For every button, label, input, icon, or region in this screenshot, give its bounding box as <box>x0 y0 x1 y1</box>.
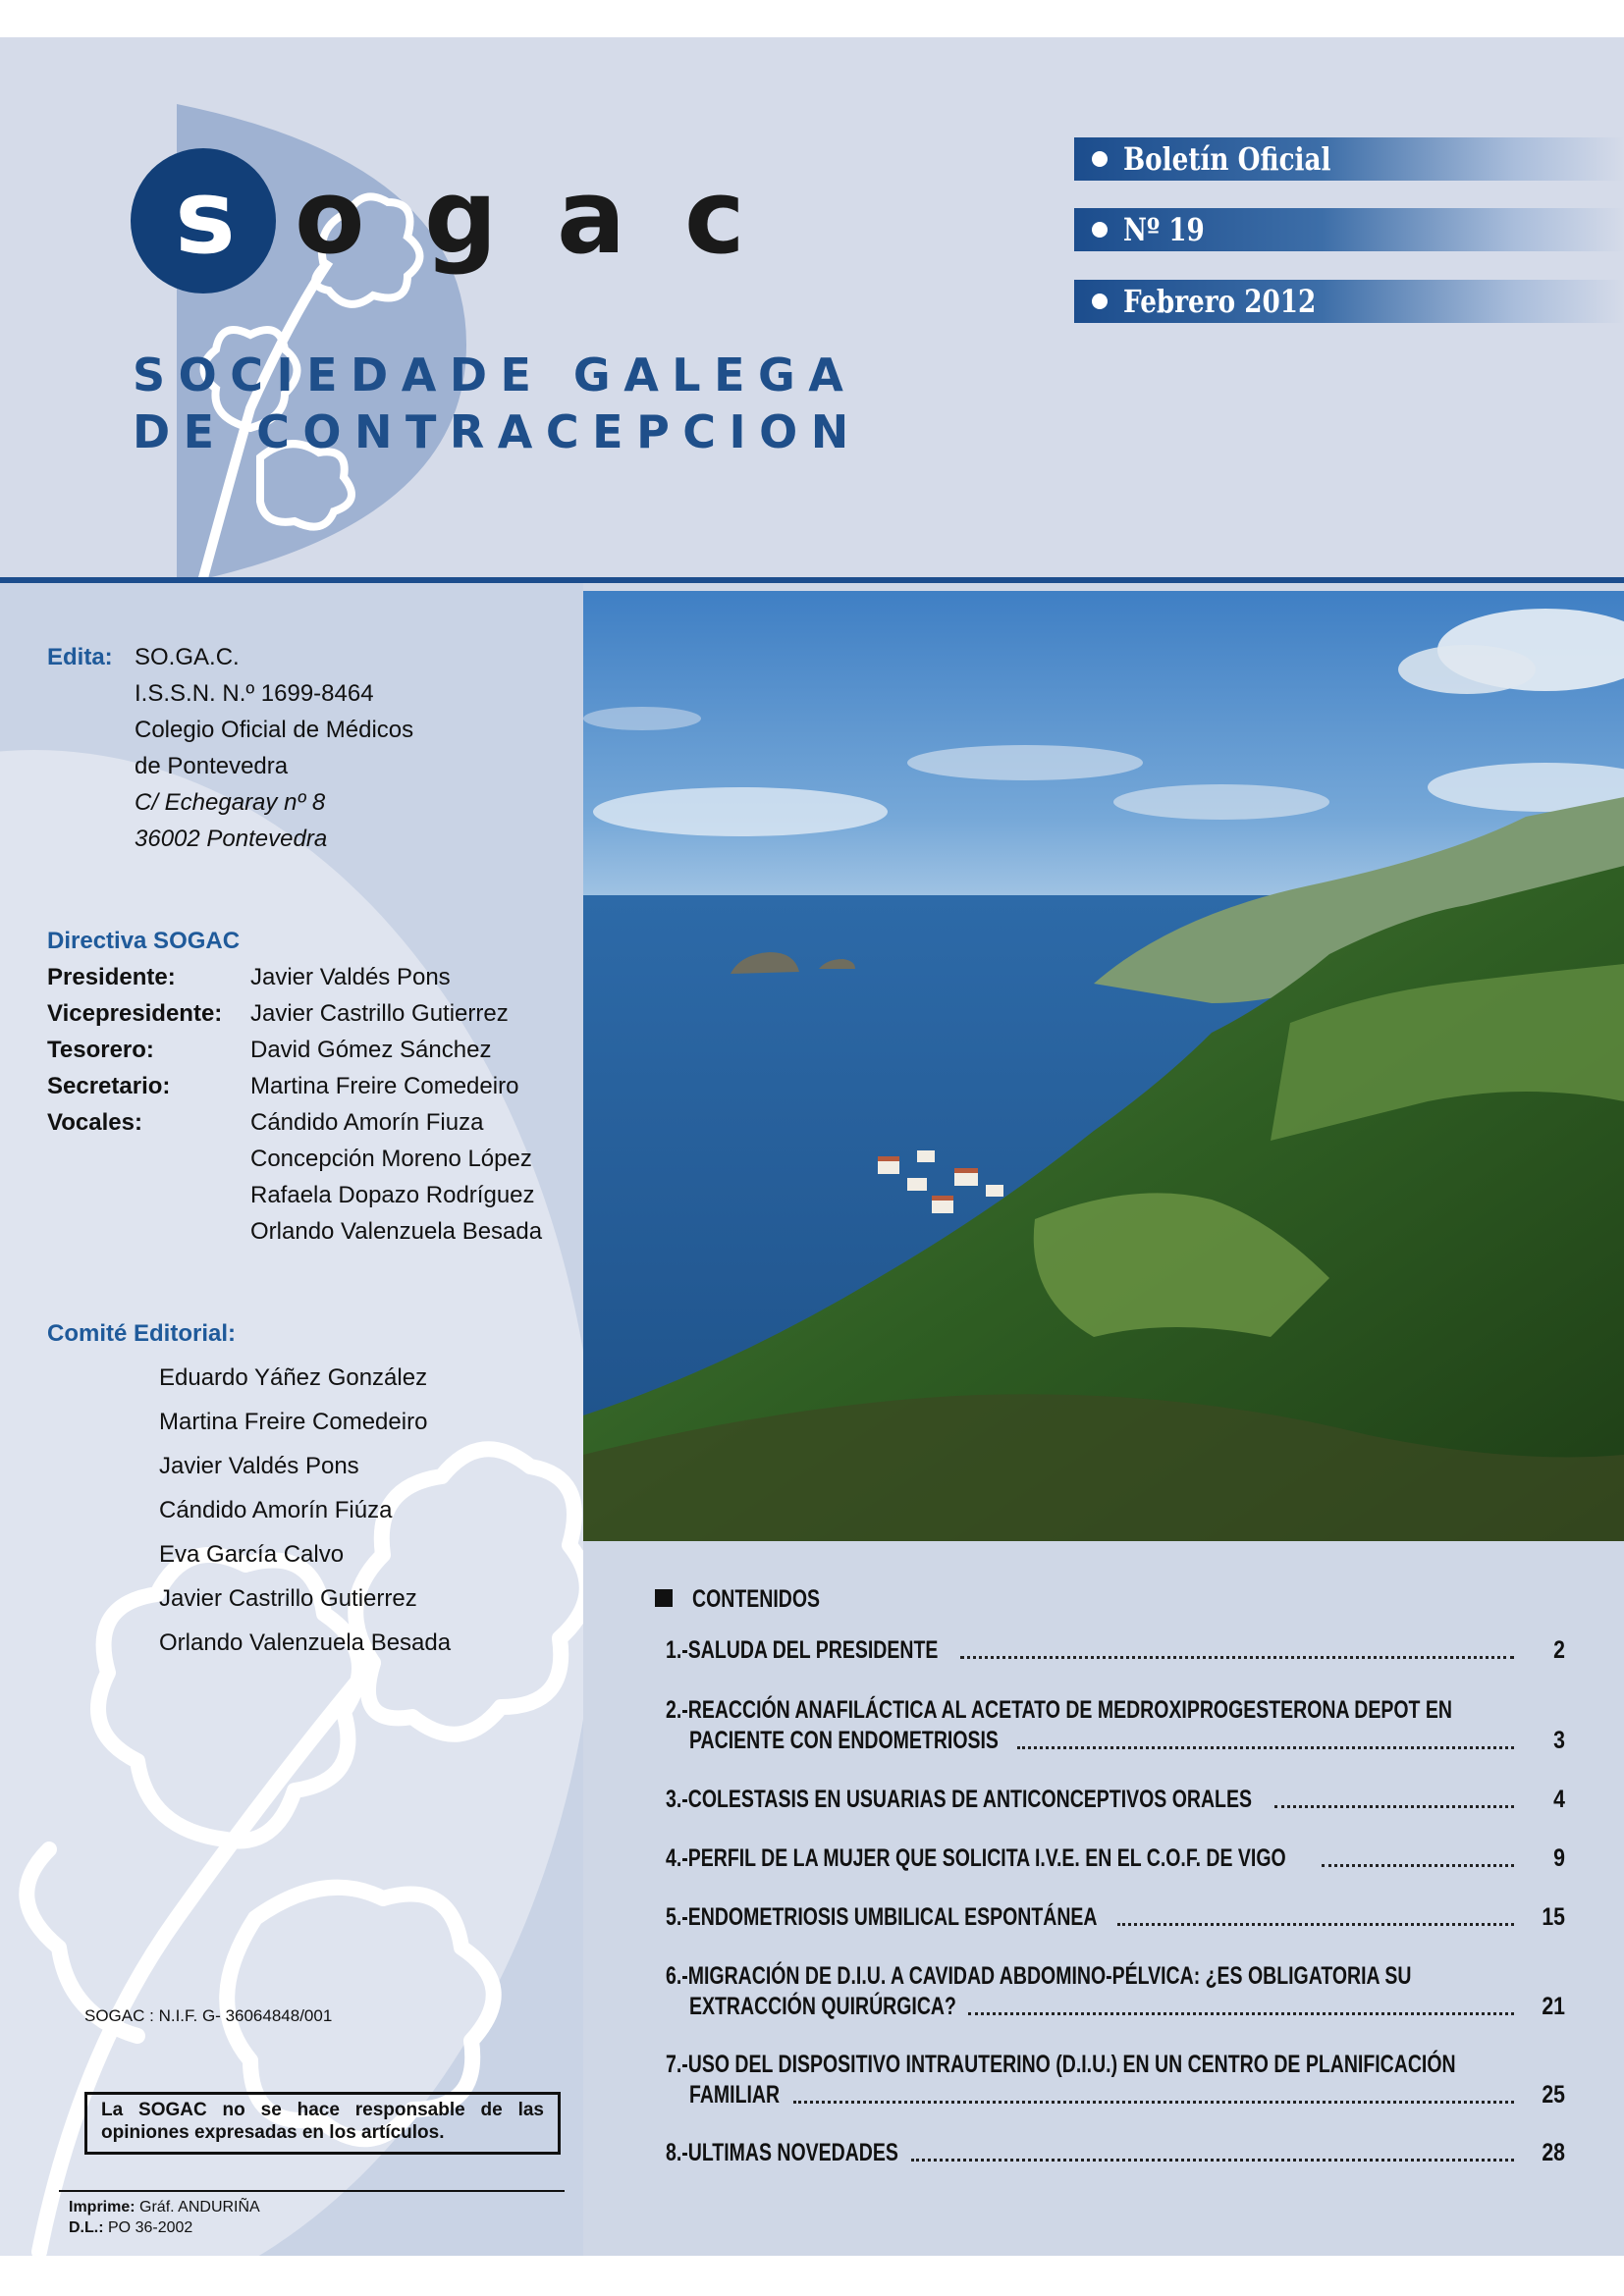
board-member: Orlando Valenzuela Besada <box>250 1218 543 1245</box>
board-heading: Directiva SOGAC <box>47 928 241 954</box>
toc-page-number: 4 <box>1553 1786 1565 1813</box>
board-member: Concepción Moreno López <box>250 1146 532 1172</box>
toc-title-continued: FAMILIAR <box>689 2081 781 2109</box>
board-role: Tesorero: <box>47 1037 154 1063</box>
board-member: Rafaela Dopazo Rodríguez <box>250 1182 535 1208</box>
board-member: Martina Freire Comedeiro <box>250 1073 519 1099</box>
editorial-member: Eduardo Yáñez González <box>159 1364 428 1391</box>
publisher-line: Colegio Oficial de Médicos <box>135 717 414 743</box>
board-member: David Gómez Sánchez <box>250 1037 492 1063</box>
bullet-dot-icon <box>1092 222 1108 238</box>
board-role: Vocales: <box>47 1109 142 1136</box>
bullet-dot-icon <box>1092 151 1108 167</box>
logo-letter-a: a <box>557 157 626 277</box>
editorial-member: Javier Castrillo Gutierrez <box>159 1585 417 1612</box>
banner-label: Boletín Oficial <box>1123 140 1331 178</box>
toc-title: 2.-REACCIÓN ANAFILÁCTICA AL ACETATO DE MEDROXIPROGESTERONA DEPOT EN <box>666 1696 1452 1724</box>
toc-title: 8.-ULTIMAS NOVEDADES <box>666 2139 898 2166</box>
board-member: Javier Castrillo Gutierrez <box>250 1000 509 1027</box>
board-role: Presidente: <box>47 964 176 990</box>
editorial-heading: Comité Editorial: <box>47 1320 237 1347</box>
cover-photo-coastline <box>583 591 1624 1541</box>
board-member: Javier Valdés Pons <box>250 964 451 990</box>
logo-tagline-line1: SOCIEDADE GALEGA <box>133 348 857 401</box>
square-bullet-icon <box>655 1589 673 1607</box>
toc-title: 4.-PERFIL DE LA MUJER QUE SOLICITA I.V.E. EN EL C.O.F. DE VIGO <box>666 1844 1286 1872</box>
banner-issue-number <box>1074 208 1624 251</box>
toc-page-number: 9 <box>1553 1844 1565 1872</box>
toc-entry[interactable] <box>666 1785 1565 1815</box>
publisher-line: C/ Echegaray nº 8 <box>135 789 326 816</box>
toc-page-number: 3 <box>1553 1727 1565 1754</box>
toc-entry[interactable] <box>666 2050 1565 2110</box>
toc-entry[interactable] <box>666 1695 1565 1756</box>
header-band <box>0 37 1624 577</box>
toc-page-number: 21 <box>1542 1993 1565 2020</box>
publisher-line: de Pontevedra <box>135 753 289 779</box>
publisher-line: SO.GA.C. <box>135 644 240 670</box>
legal-deposit-number: PO 36-2002 <box>108 2219 193 2236</box>
toc-leader <box>793 2100 1514 2104</box>
toc-title-continued: EXTRACCIÓN QUIRÚRGICA? <box>689 1993 956 2020</box>
masthead-column <box>0 583 583 2256</box>
toc-title: 7.-USO DEL DISPOSITIVO INTRAUTERINO (D.I.U.) EN UN CENTRO DE PLANIFICACIÓN <box>666 2051 1456 2078</box>
logo-letter-c: c <box>684 157 745 277</box>
bullet-dot-icon <box>1092 294 1108 309</box>
legal-deposit-label: D.L.: <box>69 2219 104 2236</box>
disclaimer-box: La SOGAC no se hace responsable de las opiniones expresadas en los artículos. <box>84 2092 561 2155</box>
logo-letter-o: o <box>295 157 365 277</box>
board-role: Vicepresidente: <box>47 1000 223 1027</box>
publisher-line: I.S.S.N. N.º 1699-8464 <box>135 680 374 707</box>
printer-credit <box>69 2198 260 2217</box>
publisher-label: Edita: <box>47 644 113 670</box>
toc-title: 1.-SALUDA DEL PRESIDENTE <box>666 1636 939 1664</box>
editorial-member: Eva García Calvo <box>159 1541 345 1568</box>
logo-letter-s: s <box>175 157 236 277</box>
footer-divider <box>59 2190 565 2192</box>
toc-title: 5.-ENDOMETRIOSIS UMBILICAL ESPONTÁNEA <box>666 1903 1098 1931</box>
toc-title: 3.-COLESTASIS EN USUARIAS DE ANTICONCEPTIVOS ORALES <box>666 1786 1252 1813</box>
toc-entry[interactable] <box>666 1961 1565 2022</box>
printer-name: Gráf. ANDURIÑA <box>139 2199 260 2216</box>
toc-page-number: 25 <box>1542 2081 1565 2109</box>
toc-leader <box>911 2158 1514 2162</box>
toc-leader <box>960 1655 1514 1659</box>
logo-letter-g: g <box>424 157 498 277</box>
printer-label: Imprime: <box>69 2199 135 2216</box>
editorial-member: Cándido Amorín Fiúza <box>159 1497 393 1523</box>
banner-label: Febrero 2012 <box>1123 283 1317 320</box>
toc-leader <box>1117 1922 1514 1926</box>
toc-page-number: 2 <box>1553 1636 1565 1664</box>
editorial-member: Martina Freire Comedeiro <box>159 1409 428 1435</box>
bulletin-cover <box>0 37 1624 2256</box>
toc-entry[interactable] <box>666 1843 1565 1874</box>
contents-title: CONTENIDOS <box>692 1585 821 1613</box>
toc-entry[interactable] <box>666 1902 1565 1933</box>
toc-page-number: 15 <box>1542 1903 1565 1931</box>
tax-id: SOGAC : N.I.F. G- 36064848/001 <box>84 2006 333 2025</box>
toc-leader <box>1017 1745 1514 1749</box>
toc-title-continued: PACIENTE CON ENDOMETRIOSIS <box>689 1727 999 1754</box>
banner-bulletin <box>1074 137 1624 181</box>
legal-deposit <box>69 2218 192 2238</box>
publisher-line: 36002 Pontevedra <box>135 826 328 852</box>
editorial-member: Javier Valdés Pons <box>159 1453 359 1479</box>
banner-label: Nº 19 <box>1123 211 1205 248</box>
toc-leader <box>1322 1863 1514 1867</box>
coastal-landscape-image <box>583 591 1624 1541</box>
toc-entry[interactable] <box>666 1635 1565 1666</box>
editorial-member: Orlando Valenzuela Besada <box>159 1629 452 1656</box>
toc-leader <box>968 2011 1514 2015</box>
toc-entry[interactable] <box>666 2138 1565 2168</box>
logo-tagline-line2: DE CONTRACEPCION <box>133 405 862 458</box>
toc-page-number: 28 <box>1542 2139 1565 2166</box>
board-role: Secretario: <box>47 1073 171 1099</box>
toc-title: 6.-MIGRACIÓN DE D.I.U. A CAVIDAD ABDOMINO-PÉLVICA: ¿ES OBLIGATORIA SU <box>666 1962 1412 1990</box>
banner-issue-date <box>1074 280 1624 323</box>
board-member: Cándido Amorín Fiuza <box>250 1109 484 1136</box>
toc-leader <box>1274 1804 1514 1808</box>
